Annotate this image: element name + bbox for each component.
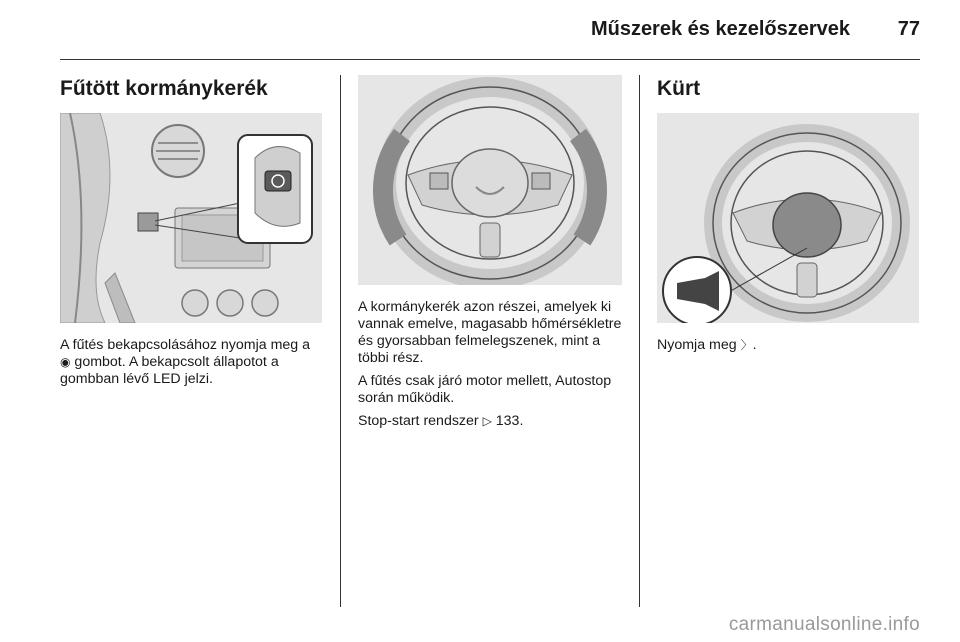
column-horn xyxy=(657,75,919,360)
text-part: Stop-start rendszer xyxy=(358,413,483,429)
heading-horn: Kürt xyxy=(657,77,701,100)
reference-page: 133 xyxy=(495,413,520,429)
column-divider-1 xyxy=(340,75,341,607)
section-title: Műszerek és kezelőszervek xyxy=(590,18,850,40)
paragraph-heating-activation xyxy=(60,337,322,388)
horn-icon: 〉 xyxy=(740,338,753,352)
page-header xyxy=(60,14,920,48)
watermark-footer: carmanualsonline.info xyxy=(728,614,920,635)
column-heated-wheel xyxy=(60,75,322,394)
header-rule xyxy=(60,59,920,60)
heading-heated-wheel: Fűtött kormánykerék xyxy=(60,77,268,100)
column-divider-2 xyxy=(639,75,640,607)
column-heated-zones xyxy=(358,75,622,436)
text-part: . xyxy=(752,337,757,353)
figure-steering-wheel-zones xyxy=(358,75,622,285)
text-part: A fűtés bekapcsolásához nyomja meg a xyxy=(60,337,311,353)
paragraph-heated-zones: A kormánykerék azon részei, amelyek ki vannak emelve, magasabb hőmérsékletre és gyorsabban felmelegszenek, mint a többi rész. xyxy=(358,299,622,366)
heated-steering-wheel-icon: ◉ xyxy=(60,355,71,369)
text-part: gombot. A bekapcsolt állapotot a gombban lévő LED jelzi. xyxy=(60,354,279,387)
figure-horn xyxy=(657,113,919,323)
paragraph-engine-running: A fűtés csak járó motor mellett, Autostop során működik. xyxy=(358,373,612,406)
text-part: Nyomja meg xyxy=(657,337,741,353)
text-part: . xyxy=(519,413,524,429)
page-number: 77 xyxy=(897,18,920,40)
page-reference-icon: ▷ xyxy=(482,414,492,428)
figure-dashboard-button xyxy=(60,113,322,323)
paragraph-stop-start-reference xyxy=(358,413,622,430)
paragraph-horn xyxy=(657,337,919,354)
